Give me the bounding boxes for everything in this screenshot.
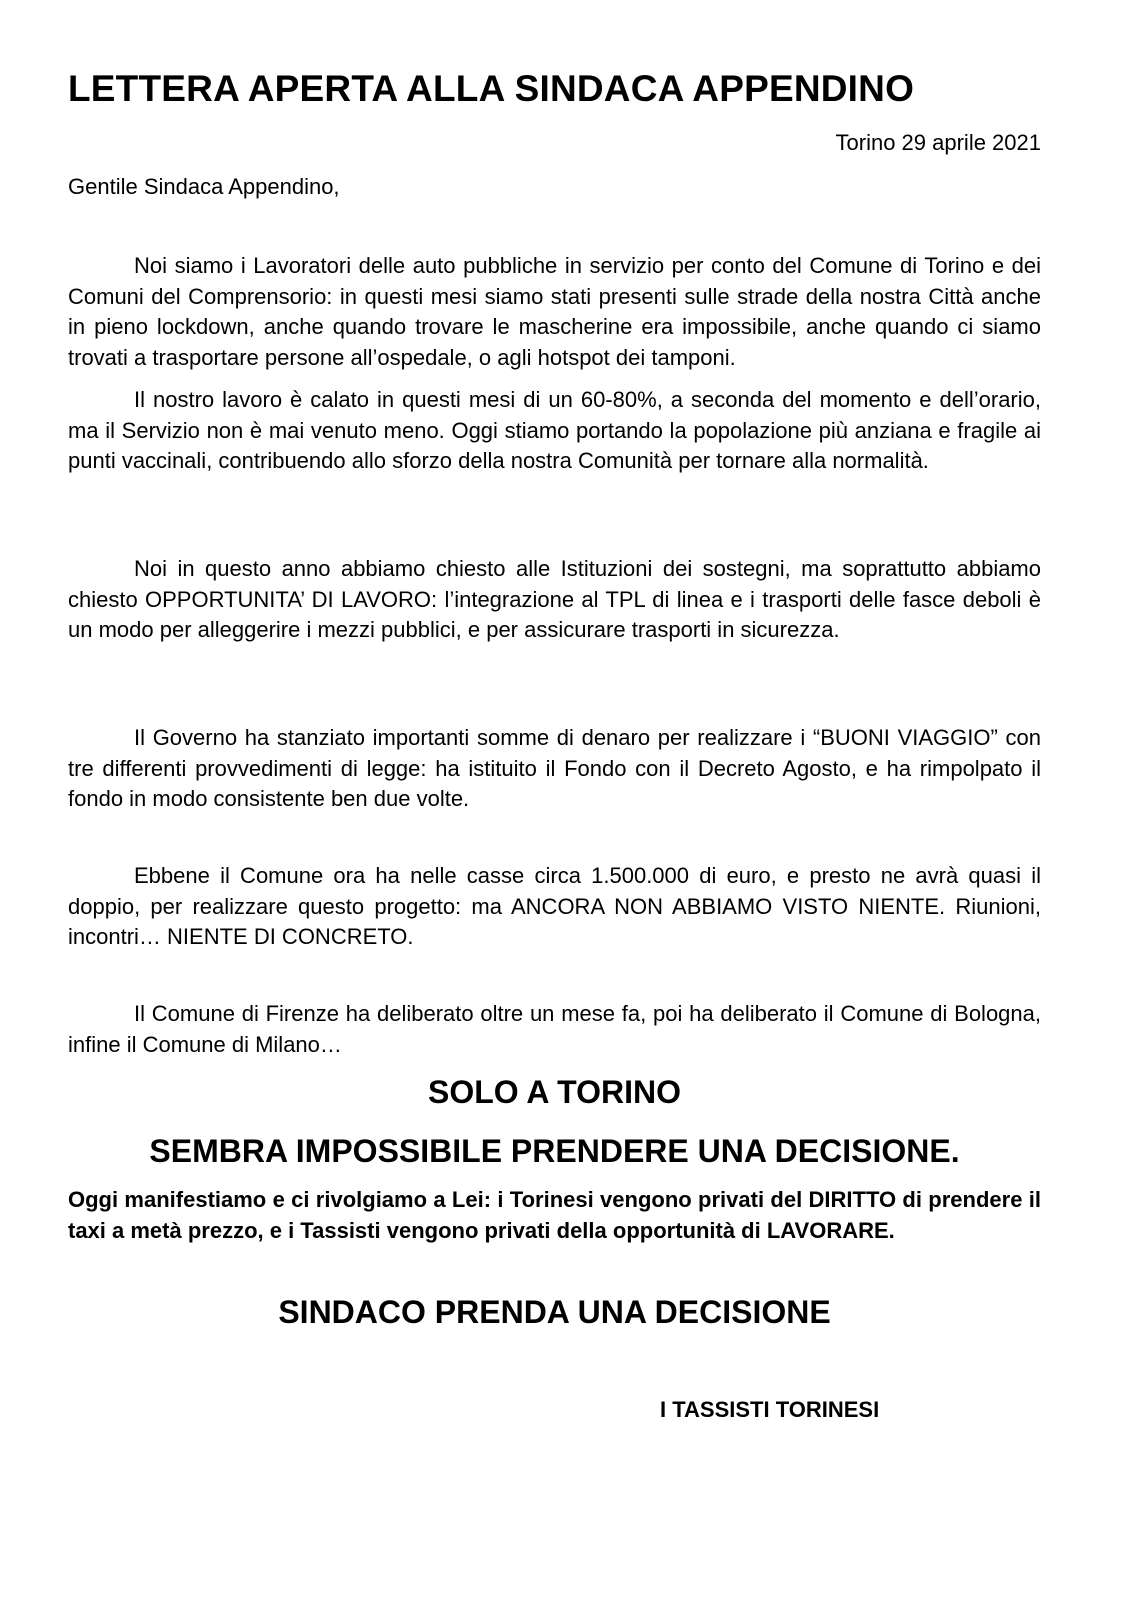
letter-signature: I TASSISTI TORINESI (660, 1397, 880, 1422)
letter-salutation: Gentile Sindaca Appendino, (68, 174, 340, 199)
letter-title: LETTERA APERTA ALLA SINDACA APPENDINO (68, 68, 915, 109)
headline-sembra-impossibile: SEMBRA IMPOSSIBILE PRENDERE UNA DECISIONE. (149, 1133, 960, 1169)
headline-sindaco-prenda: SINDACO PRENDA UNA DECISIONE (278, 1294, 831, 1330)
body-paragraph-4: Il Governo ha stanziato importanti somme di denaro per realizzare i “BUONI VIAGGIO” con tre differenti provvedimenti di legge: ha istituito il Fondo con il Decreto Agosto, e ha rimpolpato il fondo in modo consistente ben due volte. (68, 725, 1041, 811)
letter-date: Torino 29 aprile 2021 (835, 130, 1041, 155)
body-paragraph-1: Noi siamo i Lavoratori delle auto pubbliche in servizio per conto del Comune di Torino e dei Comuni del Comprensorio: in questi mesi siamo stati presenti sulle strade della nostra Città anche in pieno lockdown, anche quando trovare le mascherine era impossibile, anche quando ci siamo trovati a trasportare persone all’ospedale, o agli hotspot dei tamponi. (68, 253, 1041, 370)
headline-solo-a-torino: SOLO A TORINO (427, 1074, 682, 1110)
body-paragraph-3: Noi in questo anno abbiamo chiesto alle Istituzioni dei sostegni, ma soprattutto abbiamo chiesto OPPORTUNITA’ DI LAVORO: l’integrazione al TPL di linea e i trasporti delle fasce deboli è un modo per alleggerire i mezzi pubblici, e per assicurare trasporti in sicurezza. (68, 556, 1041, 642)
body-paragraph-5: Ebbene il Comune ora ha nelle casse circa 1.500.000 di euro, e presto ne avrà quasi il doppio, per realizzare questo progetto: ma ANCORA NON ABBIAMO VISTO NIENTE. Riunioni, incontri… NIENTE DI CONCRETO. (68, 863, 1041, 949)
appeal-paragraph: Oggi manifestiamo e ci rivolgiamo a Lei: i Torinesi vengono privati del DIRITTO di prendere il taxi a metà prezzo, e i Tassisti vengono privati della opportunità di LAVORARE. (68, 1187, 1041, 1243)
body-paragraph-2: Il nostro lavoro è calato in questi mesi di un 60-80%, a seconda del momento e dell’orario, ma il Servizio non è mai venuto meno. Oggi stiamo portando la popolazione più anziana e fragile ai punti vaccinali, contribuendo allo sforzo della nostra Comunità per tornare alla normalità. (68, 387, 1041, 473)
body-paragraph-6: Il Comune di Firenze ha deliberato oltre un mese fa, poi ha deliberato il Comune di Bologna, infine il Comune di Milano… (68, 1001, 1041, 1057)
